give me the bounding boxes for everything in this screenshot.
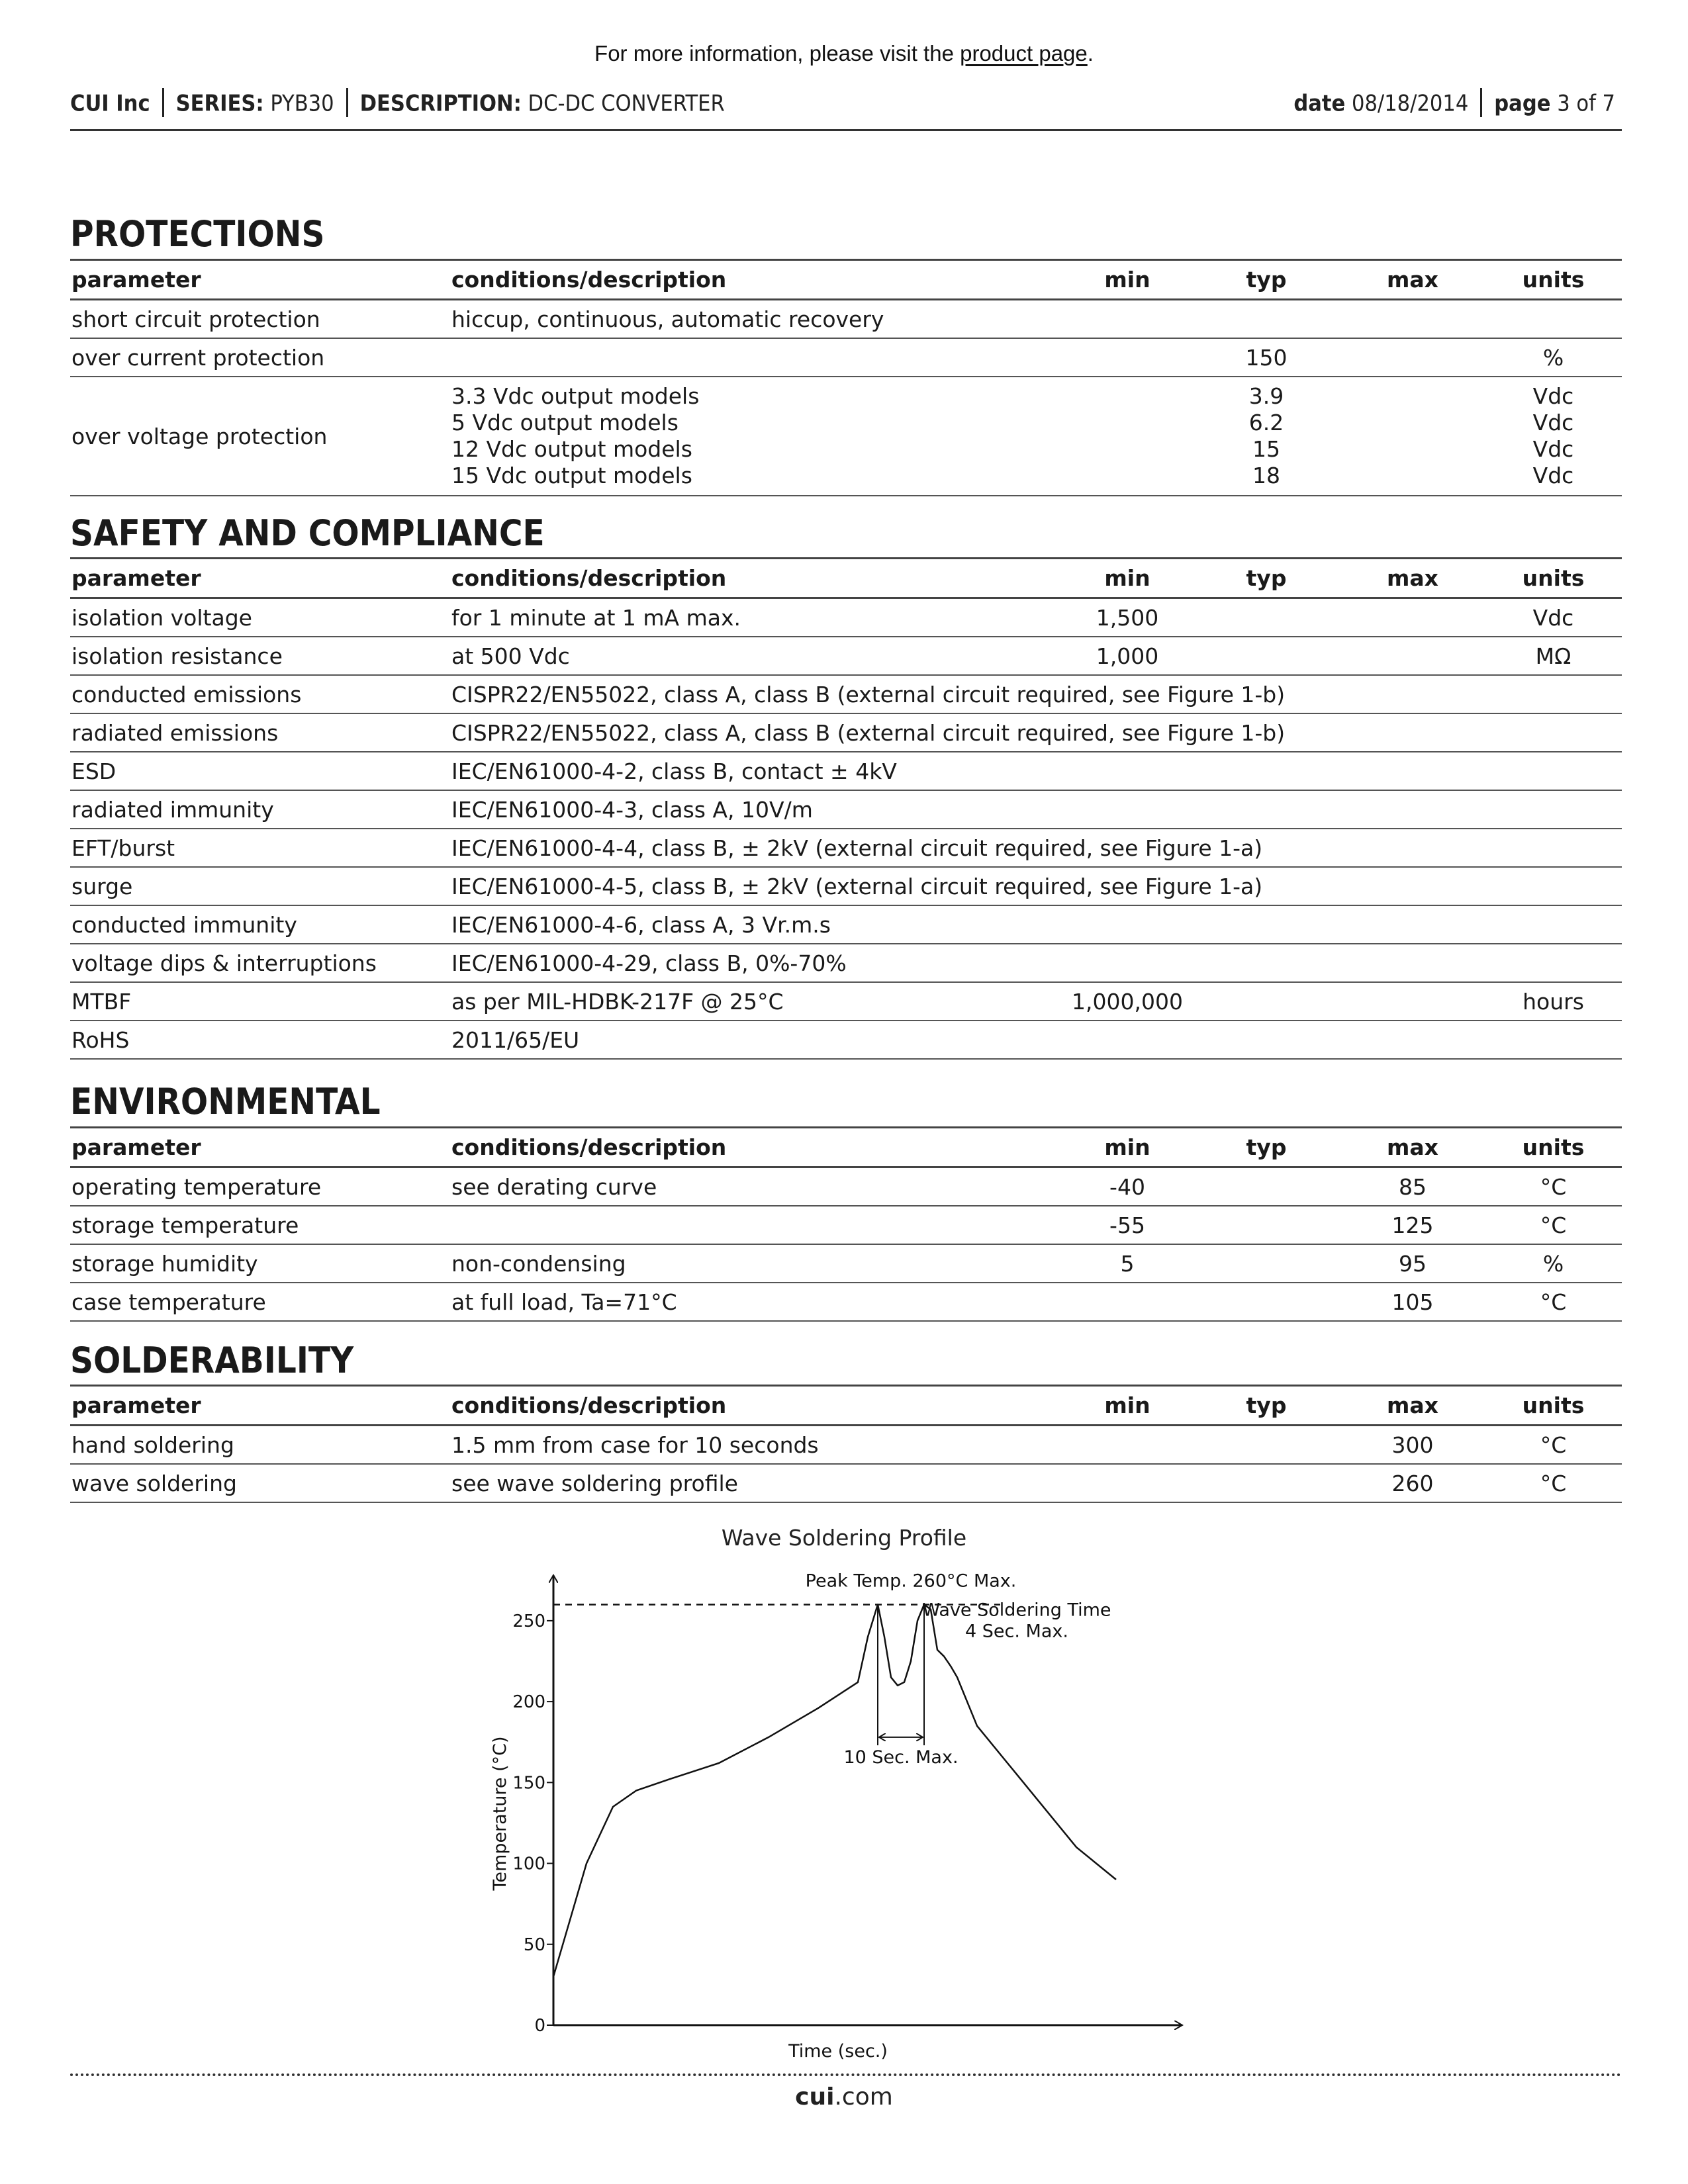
ovp-condition-line: 5 Vdc output models — [451, 410, 679, 435]
series-label: SERIES: — [175, 90, 264, 117]
cell-conditions: IEC/EN61000-4-3, class A, 10V/m — [450, 790, 1062, 829]
table-row — [70, 752, 1622, 790]
cell-conditions — [450, 377, 1062, 496]
cell-conditions: IEC/EN61000-4-6, class A, 3 Vr.m.s — [450, 905, 1062, 944]
ovp-condition-line: 15 Vdc output models — [451, 463, 692, 488]
cell-parameter: isolation voltage — [70, 598, 450, 637]
cell-units — [1485, 377, 1622, 496]
column-header-min: min — [1062, 260, 1192, 300]
product-page-link[interactable]: product page — [960, 41, 1088, 66]
cell-parameter: over current protection — [70, 338, 450, 377]
column-header-min: min — [1062, 559, 1192, 598]
y-tick-label: 150 — [512, 1773, 545, 1794]
cell-units — [1485, 675, 1622, 713]
cell-min: 1,000 — [1062, 637, 1192, 675]
ovp-condition-line: 3.3 Vdc output models — [451, 383, 700, 409]
cell-parameter: conducted emissions — [70, 675, 450, 713]
cell-parameter: short circuit protection — [70, 300, 450, 339]
cell-min — [1062, 1283, 1192, 1321]
table-row — [70, 1206, 1622, 1244]
page-value: 3 of 7 — [1557, 90, 1615, 117]
ovp-typ-line: 3.9 — [1248, 383, 1284, 409]
table-row — [70, 1244, 1622, 1283]
table-row — [70, 1283, 1622, 1321]
cell-parameter: voltage dips & interruptions — [70, 944, 450, 982]
column-header-max: max — [1340, 559, 1485, 598]
cell-typ — [1192, 598, 1340, 637]
cell-min — [1062, 1426, 1192, 1465]
cell-parameter: RoHS — [70, 1021, 450, 1059]
cell-typ — [1192, 1283, 1340, 1321]
cell-parameter: hand soldering — [70, 1426, 450, 1465]
cell-max — [1340, 829, 1485, 867]
cell-max: 85 — [1340, 1167, 1485, 1206]
wave-time-annotation: Wave Soldering Time — [922, 1600, 1111, 1621]
column-header-min: min — [1062, 1386, 1192, 1426]
cell-max — [1340, 377, 1485, 496]
column-header-parameter: parameter — [70, 260, 450, 300]
ovp-typ-line: 15 — [1252, 436, 1280, 462]
cell-units: MΩ — [1485, 637, 1622, 675]
cell-units — [1485, 944, 1622, 982]
cell-max — [1340, 338, 1485, 377]
ovp-condition-line: 12 Vdc output models — [451, 436, 692, 462]
cell-max — [1340, 790, 1485, 829]
cell-max: 125 — [1340, 1206, 1485, 1244]
cell-typ — [1192, 300, 1340, 339]
column-header-units: units — [1485, 1128, 1622, 1167]
section-title-safety: SAFETY AND COMPLIANCE — [70, 512, 545, 554]
cell-max — [1340, 300, 1485, 339]
cell-units: °C — [1485, 1283, 1622, 1321]
cell-max — [1340, 637, 1485, 675]
cell-typ — [1192, 1167, 1340, 1206]
cell-typ — [1192, 944, 1340, 982]
column-header-conditions: conditions/description — [450, 559, 1062, 598]
table-row — [70, 944, 1622, 982]
top-note — [0, 41, 1688, 66]
footer-rule — [70, 2073, 1622, 2076]
column-header-max: max — [1340, 1128, 1485, 1167]
column-header-max: max — [1340, 1386, 1485, 1426]
cell-parameter: surge — [70, 867, 450, 905]
footer-domain-rest[interactable]: .com — [834, 2083, 893, 2111]
cell-typ — [1192, 377, 1340, 496]
table-header-row — [70, 1128, 1622, 1167]
cell-parameter: wave soldering — [70, 1464, 450, 1502]
table-row — [70, 675, 1622, 713]
ovp-typ-line: 18 — [1252, 463, 1280, 488]
cell-min — [1062, 752, 1192, 790]
column-header-typ: typ — [1192, 1386, 1340, 1426]
column-header-units: units — [1485, 1386, 1622, 1426]
profile-line — [553, 1604, 1116, 1976]
cell-typ — [1192, 1464, 1340, 1502]
cell-parameter: conducted immunity — [70, 905, 450, 944]
cell-max: 95 — [1340, 1244, 1485, 1283]
ovp-typ-line: 6.2 — [1248, 410, 1284, 435]
cell-parameter: storage humidity — [70, 1244, 450, 1283]
table-row-ovp — [70, 377, 1622, 496]
cell-min: 1,500 — [1062, 598, 1192, 637]
cell-units — [1485, 1021, 1622, 1059]
cell-max — [1340, 982, 1485, 1021]
ovp-units-line: Vdc — [1532, 463, 1574, 488]
page-header — [70, 87, 1622, 119]
y-tick-label: 100 — [512, 1854, 545, 1874]
cell-parameter: storage temperature — [70, 1206, 450, 1244]
cell-typ — [1192, 1021, 1340, 1059]
cell-typ — [1192, 752, 1340, 790]
cell-conditions: IEC/EN61000-4-2, class B, contact ± 4kV — [450, 752, 1062, 790]
cell-units — [1485, 790, 1622, 829]
column-header-typ: typ — [1192, 260, 1340, 300]
ovp-units-line: Vdc — [1532, 383, 1574, 409]
table-row — [70, 598, 1622, 637]
y-tick-label: 200 — [512, 1692, 545, 1713]
table-header-row — [70, 1386, 1622, 1426]
column-header-parameter: parameter — [70, 559, 450, 598]
cell-units: hours — [1485, 982, 1622, 1021]
cell-min: 1,000,000 — [1062, 982, 1192, 1021]
cell-parameter: ESD — [70, 752, 450, 790]
cell-max — [1340, 598, 1485, 637]
table-header-row — [70, 559, 1622, 598]
cell-max — [1340, 675, 1485, 713]
cell-units: °C — [1485, 1167, 1622, 1206]
cell-units: °C — [1485, 1206, 1622, 1244]
cell-conditions: 2011/65/EU — [450, 1021, 1062, 1059]
column-header-units: units — [1485, 559, 1622, 598]
cell-typ — [1192, 1244, 1340, 1283]
top-note-suffix: . — [1087, 41, 1094, 66]
cell-max — [1340, 713, 1485, 752]
cell-max — [1340, 905, 1485, 944]
cell-min: -55 — [1062, 1206, 1192, 1244]
cell-min — [1062, 338, 1192, 377]
cell-units — [1485, 300, 1622, 339]
table-row — [70, 338, 1622, 377]
cell-min — [1062, 905, 1192, 944]
table-row — [70, 300, 1622, 339]
description-value: DC-DC CONVERTER — [528, 90, 725, 117]
cell-typ — [1192, 1426, 1340, 1465]
cell-conditions: IEC/EN61000-4-5, class B, ± 2kV (external circuit required, see Figure 1-a) — [450, 867, 1062, 905]
table-row — [70, 637, 1622, 675]
header-rule — [70, 129, 1622, 131]
table-row — [70, 1021, 1622, 1059]
cell-conditions: at full load, Ta=71°C — [450, 1283, 1062, 1321]
table-row — [70, 713, 1622, 752]
cell-conditions: CISPR22/EN55022, class A, class B (external circuit required, see Figure 1-b) — [450, 675, 1062, 713]
cell-typ — [1192, 1206, 1340, 1244]
cell-typ — [1192, 790, 1340, 829]
series-value: PYB30 — [270, 90, 334, 117]
table-row — [70, 1464, 1622, 1502]
cell-conditions: see derating curve — [450, 1167, 1062, 1206]
x-axis-label: Time (sec.) — [788, 2041, 888, 2062]
cell-min — [1062, 377, 1192, 496]
cell-parameter: case temperature — [70, 1283, 450, 1321]
header-separator — [1480, 88, 1482, 117]
cell-units — [1485, 905, 1622, 944]
cell-conditions: as per MIL-HDBK-217F @ 25°C — [450, 982, 1062, 1021]
table-row — [70, 790, 1622, 829]
date-label: date — [1293, 90, 1346, 117]
chart-title: Wave Soldering Profile — [721, 1525, 967, 1551]
column-header-conditions: conditions/description — [450, 260, 1062, 300]
cell-conditions: 1.5 mm from case for 10 seconds — [450, 1426, 1062, 1465]
cell-conditions — [450, 338, 1062, 377]
table-header-row — [70, 260, 1622, 300]
cell-typ: 150 — [1192, 338, 1340, 377]
wave-soldering-chart — [450, 1562, 1244, 2065]
footer-domain-bold[interactable]: cui — [795, 2083, 835, 2111]
cell-units: % — [1485, 338, 1622, 377]
cell-units: °C — [1485, 1426, 1622, 1465]
column-header-min: min — [1062, 1128, 1192, 1167]
company-name: CUI Inc — [70, 90, 150, 117]
cell-parameter: isolation resistance — [70, 637, 450, 675]
cell-max: 105 — [1340, 1283, 1485, 1321]
header-separator — [162, 88, 164, 117]
y-tick-label: 250 — [512, 1611, 545, 1631]
environmental-table — [70, 1126, 1622, 1322]
table-row — [70, 829, 1622, 867]
column-header-parameter: parameter — [70, 1128, 450, 1167]
cell-units — [1485, 713, 1622, 752]
cell-units — [1485, 829, 1622, 867]
cell-typ — [1192, 637, 1340, 675]
cell-parameter: radiated immunity — [70, 790, 450, 829]
cell-min — [1062, 1464, 1192, 1502]
cell-conditions: for 1 minute at 1 mA max. — [450, 598, 1062, 637]
cell-min — [1062, 1021, 1192, 1059]
cell-max: 300 — [1340, 1426, 1485, 1465]
page-label: page — [1494, 90, 1551, 117]
column-header-max: max — [1340, 260, 1485, 300]
column-header-typ: typ — [1192, 559, 1340, 598]
cell-min — [1062, 300, 1192, 339]
cell-min: -40 — [1062, 1167, 1192, 1206]
cell-max — [1340, 944, 1485, 982]
column-header-units: units — [1485, 260, 1622, 300]
cell-units — [1485, 867, 1622, 905]
cell-parameter: radiated emissions — [70, 713, 450, 752]
section-title-solderability: SOLDERABILITY — [70, 1340, 354, 1381]
cell-max — [1340, 867, 1485, 905]
wave-time-annotation-2: 4 Sec. Max. — [965, 1621, 1068, 1642]
cell-units: % — [1485, 1244, 1622, 1283]
table-row — [70, 1167, 1622, 1206]
cell-conditions: hiccup, continuous, automatic recovery — [450, 300, 1062, 339]
cell-units: Vdc — [1485, 598, 1622, 637]
ten-sec-annotation: 10 Sec. Max. — [843, 1747, 959, 1768]
cell-min — [1062, 944, 1192, 982]
cell-units — [1485, 752, 1622, 790]
safety-table — [70, 557, 1622, 1060]
column-header-conditions: conditions/description — [450, 1386, 1062, 1426]
column-header-parameter: parameter — [70, 1386, 450, 1426]
y-axis-label: Temperature (°C) — [490, 1736, 510, 1891]
section-title-environmental: ENVIRONMENTAL — [70, 1081, 381, 1122]
date-value: 08/18/2014 — [1352, 90, 1469, 117]
ovp-units-line: Vdc — [1532, 410, 1574, 435]
cell-parameter: EFT/burst — [70, 829, 450, 867]
y-tick-label: 50 — [523, 1934, 545, 1955]
cell-conditions: IEC/EN61000-4-29, class B, 0%-70% — [450, 944, 1062, 982]
cell-min — [1062, 790, 1192, 829]
cell-conditions: at 500 Vdc — [450, 637, 1062, 675]
column-header-conditions: conditions/description — [450, 1128, 1062, 1167]
cell-typ — [1192, 905, 1340, 944]
top-note-text: For more information, please visit the — [594, 41, 961, 66]
cell-min: 5 — [1062, 1244, 1192, 1283]
cell-parameter: over voltage protection — [70, 377, 450, 496]
peak-annotation: Peak Temp. 260°C Max. — [805, 1570, 1017, 1592]
cell-parameter: operating temperature — [70, 1167, 450, 1206]
cell-conditions: CISPR22/EN55022, class A, class B (external circuit required, see Figure 1-b) — [450, 713, 1062, 752]
cell-parameter: MTBF — [70, 982, 450, 1021]
y-tick-label: 0 — [534, 2016, 545, 2036]
solderability-table — [70, 1385, 1622, 1503]
cell-max — [1340, 752, 1485, 790]
section-title-protections: PROTECTIONS — [70, 213, 325, 255]
cell-max: 260 — [1340, 1464, 1485, 1502]
cell-conditions: IEC/EN61000-4-4, class B, ± 2kV (external circuit required, see Figure 1-a) — [450, 829, 1062, 867]
description-label: DESCRIPTION: — [359, 90, 522, 117]
cell-units: °C — [1485, 1464, 1622, 1502]
cell-max — [1340, 1021, 1485, 1059]
table-row — [70, 982, 1622, 1021]
ovp-units-line: Vdc — [1532, 436, 1574, 462]
table-row — [70, 1426, 1622, 1465]
header-separator — [346, 88, 348, 117]
cell-conditions: non-condensing — [450, 1244, 1062, 1283]
table-row — [70, 905, 1622, 944]
cell-conditions — [450, 1206, 1062, 1244]
cell-conditions: see wave soldering profile — [450, 1464, 1062, 1502]
column-header-typ: typ — [1192, 1128, 1340, 1167]
footer — [0, 2083, 1688, 2111]
table-row — [70, 867, 1622, 905]
protections-table — [70, 259, 1622, 496]
cell-typ — [1192, 982, 1340, 1021]
